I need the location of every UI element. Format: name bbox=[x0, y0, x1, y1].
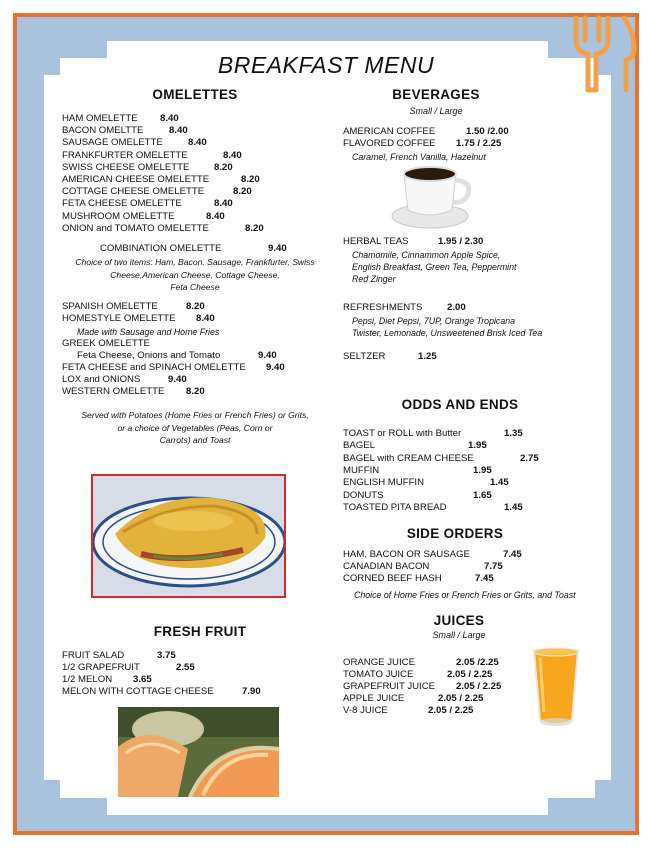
menu-item bbox=[343, 236, 484, 248]
combination-omelette bbox=[100, 243, 287, 255]
melon-image bbox=[118, 707, 279, 797]
item-note: Feta Cheese, Onions and Tomato bbox=[77, 350, 221, 361]
menu-item bbox=[62, 137, 207, 149]
menu-item bbox=[343, 501, 523, 514]
item-price: 1.45 bbox=[490, 477, 509, 489]
menu-item bbox=[343, 302, 466, 314]
served-with-note bbox=[62, 409, 328, 447]
item-name: MUFFIN bbox=[343, 464, 380, 476]
item-name: BACON OMELTTE bbox=[62, 125, 144, 137]
item-price: 1.45 bbox=[504, 501, 523, 513]
item-price: 7.45 bbox=[475, 573, 494, 584]
item-name: TOASTED PITA BREAD bbox=[343, 501, 447, 513]
omelette-photo bbox=[91, 474, 286, 598]
note-line: or a choice of Vegetables (Peas, Corn or bbox=[117, 422, 273, 433]
side-orders-heading: SIDE ORDERS bbox=[406, 526, 504, 541]
menu-item bbox=[343, 351, 437, 363]
item-name: COTTAGE CHEESE OMELETTE bbox=[62, 186, 205, 198]
item-name: ENGLISH MUFFIN bbox=[343, 477, 425, 489]
item-price: 8.20 bbox=[241, 174, 260, 185]
item-name: BAGEL with CREAM CHEESE bbox=[343, 452, 474, 464]
item-name: AMERICAN COFFEE bbox=[343, 126, 436, 137]
refreshments-list bbox=[352, 315, 542, 339]
side-orders-note: Choice of Home Fries or French Fries or Grits, and Toast bbox=[354, 590, 576, 600]
item-price: 2.05 /2.25 bbox=[456, 657, 499, 668]
item-name: HAM, BACON OR SAUSAGE bbox=[343, 549, 470, 560]
item-name: CORNED BEEF HASH bbox=[343, 573, 442, 584]
item-price: 3.65 bbox=[133, 674, 152, 685]
menu-item bbox=[62, 674, 152, 686]
item-price: 1.50 /2.00 bbox=[466, 126, 509, 137]
menu-item bbox=[62, 386, 205, 398]
item-name: MUSHROOM OMELETTE bbox=[62, 210, 175, 222]
item-price: 8.20 bbox=[186, 386, 205, 397]
menu-item bbox=[77, 350, 277, 362]
menu-item bbox=[343, 126, 509, 138]
menu-item bbox=[343, 549, 522, 561]
item-name: TOMATO JUICE bbox=[343, 669, 414, 680]
menu-item bbox=[62, 198, 233, 210]
note-line: Red Zinger bbox=[352, 274, 396, 284]
item-name: FRANKFURTER OMELETTE bbox=[62, 149, 188, 161]
omelettes-heading: OMELETTES bbox=[152, 87, 238, 102]
herbal-tea-list bbox=[352, 249, 516, 285]
menu-title: BREAKFAST MENU bbox=[217, 52, 435, 78]
description-line: Choice of two items: Ham, Bacon, Sausage, Frankfurter, Swiss bbox=[75, 257, 315, 267]
item-price: 7.75 bbox=[484, 561, 503, 572]
juices-size-note: Small / Large bbox=[432, 630, 486, 640]
menu-item bbox=[62, 210, 225, 223]
juices-heading: JUICES bbox=[433, 613, 485, 628]
item-price: 9.40 bbox=[258, 350, 277, 361]
menu-item bbox=[343, 705, 474, 717]
menu-item bbox=[343, 138, 502, 150]
note-line: English Breakfast, Green Tea, Peppermint bbox=[352, 262, 517, 272]
menu-item bbox=[62, 374, 187, 386]
item-name: APPLE JUICE bbox=[343, 693, 405, 704]
item-price: 2.05 / 2.25 bbox=[447, 669, 493, 680]
menu-item bbox=[62, 686, 261, 698]
menu-item bbox=[62, 313, 215, 325]
menu-item bbox=[343, 657, 499, 669]
beverages-heading: BEVERAGES bbox=[392, 87, 480, 102]
odds-and-ends-heading: ODDS AND ENDS bbox=[401, 397, 519, 412]
note-line: Twister, Lemonade, Unsweetened Brisk Iced Tea bbox=[352, 328, 543, 338]
item-name: TOAST or ROLL with Butter bbox=[343, 428, 462, 439]
menu-item bbox=[62, 222, 264, 235]
item-name: SPANISH OMELETTE bbox=[62, 301, 158, 312]
menu-item bbox=[343, 573, 494, 585]
item-name: SWISS CHEESE OMELETTE bbox=[62, 161, 190, 173]
orange-juice-glass-image bbox=[530, 646, 582, 728]
coffee-cup-image bbox=[390, 164, 476, 232]
item-price: 2.05 / 2.25 bbox=[456, 681, 502, 692]
menu-item bbox=[343, 561, 503, 573]
item-price: 8.20 bbox=[245, 222, 264, 234]
item-price: 8.40 bbox=[169, 125, 188, 137]
item-price: 1.95 / 2.30 bbox=[438, 236, 484, 247]
item-price: 1.35 bbox=[504, 428, 523, 439]
menu-item bbox=[62, 650, 176, 662]
description-line: Feta Cheese bbox=[170, 282, 220, 292]
item-name: 1/2 GRAPEFRUIT bbox=[62, 662, 140, 673]
item-price: 1.95 bbox=[473, 464, 492, 476]
menu-item bbox=[343, 693, 484, 705]
item-name: FETA CHEESE and SPINACH OMELETTE bbox=[62, 362, 246, 373]
item-price: 3.75 bbox=[157, 650, 176, 661]
item-price: 2.05 / 2.25 bbox=[438, 693, 484, 704]
item-name: HOMESTYLE OMELETTE bbox=[62, 313, 176, 324]
menu-item bbox=[62, 362, 285, 374]
coffee-flavors: Caramel, French Vanilla, Hazelnut bbox=[352, 152, 486, 162]
menu-item bbox=[62, 125, 188, 137]
item-name: HERBAL TEAS bbox=[343, 236, 409, 247]
fork-knife-icon bbox=[568, 14, 640, 94]
item-price: 8.40 bbox=[196, 313, 215, 324]
item-name: ORANGE JUICE bbox=[343, 657, 415, 668]
item-name: V-8 JUICE bbox=[343, 705, 388, 716]
item-price: 2.75 bbox=[520, 452, 539, 464]
item-price: 8.20 bbox=[214, 161, 233, 173]
note-line: Chamomile, Cinnammon Apple Spice, bbox=[352, 250, 501, 260]
item-name: GRAPEFRUIT JUICE bbox=[343, 681, 436, 692]
item-price: 9.40 bbox=[266, 362, 285, 373]
item-name: BAGEL bbox=[343, 440, 375, 452]
item-price: 8.40 bbox=[160, 113, 179, 124]
menu-item bbox=[343, 428, 523, 440]
description-line: Cheese,American Cheese, Cottage Cheese, bbox=[110, 269, 280, 280]
item-name: MELON WITH COTTAGE CHEESE bbox=[62, 686, 214, 697]
note-line: Pepsi, Diet Pepsi, 7UP, Orange Tropicana bbox=[352, 316, 515, 326]
note-line: Served with Potatoes (Home Fries or French Fries) or Grits, bbox=[81, 410, 309, 420]
item-price: 7.45 bbox=[503, 549, 522, 560]
beverages-size-note: Small / Large bbox=[409, 106, 463, 116]
omelette-image bbox=[93, 476, 284, 596]
item-price: 8.40 bbox=[214, 198, 233, 210]
item-price: 2.00 bbox=[447, 302, 466, 313]
item-name: AMERICAN CHEESE OMELETTE bbox=[62, 174, 210, 185]
item-price: 2.55 bbox=[176, 662, 195, 673]
item-price: 8.40 bbox=[206, 210, 225, 222]
menu-item bbox=[62, 174, 260, 186]
item-name: SAUSAGE OMELETTE bbox=[62, 137, 163, 149]
item-name: ONION and TOMATO OMELETTE bbox=[62, 222, 209, 234]
item-price: 8.20 bbox=[186, 301, 205, 312]
item-name: FETA CHEESE OMELETTE bbox=[62, 198, 182, 210]
item-price: 8.20 bbox=[233, 186, 252, 198]
item-name: DONUTS bbox=[343, 489, 384, 501]
item-name: HAM OMELETTE bbox=[62, 113, 138, 124]
item-price: 7.90 bbox=[242, 686, 261, 697]
menu-item bbox=[343, 440, 487, 452]
item-price: 1.25 bbox=[418, 351, 437, 362]
item-name: REFRESHMENTS bbox=[343, 302, 423, 313]
item-name: CANADIAN BACON bbox=[343, 561, 430, 572]
item-name: FLAVORED COFFEE bbox=[343, 138, 436, 149]
menu-item bbox=[343, 669, 493, 681]
item-name: SELTZER bbox=[343, 351, 386, 362]
item-name: COMBINATION OMELETTE bbox=[100, 243, 222, 254]
menu-item bbox=[343, 681, 502, 693]
item-name: 1/2 MELON bbox=[62, 674, 113, 685]
item-price: 2.05 / 2.25 bbox=[428, 705, 474, 716]
item-name: GREEK OMELETTE bbox=[62, 338, 150, 349]
item-price: 8.40 bbox=[188, 137, 207, 149]
menu-item bbox=[343, 452, 539, 465]
menu-item bbox=[62, 662, 195, 674]
menu-item bbox=[343, 477, 509, 489]
menu-item bbox=[62, 113, 179, 125]
melon-photo bbox=[118, 707, 279, 797]
item-price: 1.95 bbox=[468, 440, 487, 452]
item-note: Made with Sausage and Home Fries bbox=[77, 327, 220, 337]
menu-item bbox=[62, 186, 252, 198]
item-name: WESTERN OMELETTE bbox=[62, 386, 165, 397]
menu-item bbox=[62, 149, 242, 162]
menu-item bbox=[343, 464, 492, 477]
item-price: 9.40 bbox=[268, 243, 287, 254]
item-name: LOX and ONIONS bbox=[62, 374, 141, 385]
combination-description bbox=[62, 256, 328, 294]
item-price: 8.40 bbox=[223, 149, 242, 161]
menu-item bbox=[62, 161, 233, 174]
note-line: Carrots) and Toast bbox=[159, 435, 231, 445]
fresh-fruit-heading: FRESH FRUIT bbox=[153, 624, 247, 639]
item-name: FRUIT SALAD bbox=[62, 650, 125, 661]
item-price: 1.75 / 2.25 bbox=[456, 138, 502, 149]
menu-item bbox=[62, 301, 205, 313]
menu-item bbox=[343, 489, 492, 502]
menu-item bbox=[62, 338, 150, 350]
item-price: 9.40 bbox=[168, 374, 187, 385]
item-price: 1.65 bbox=[473, 489, 492, 501]
